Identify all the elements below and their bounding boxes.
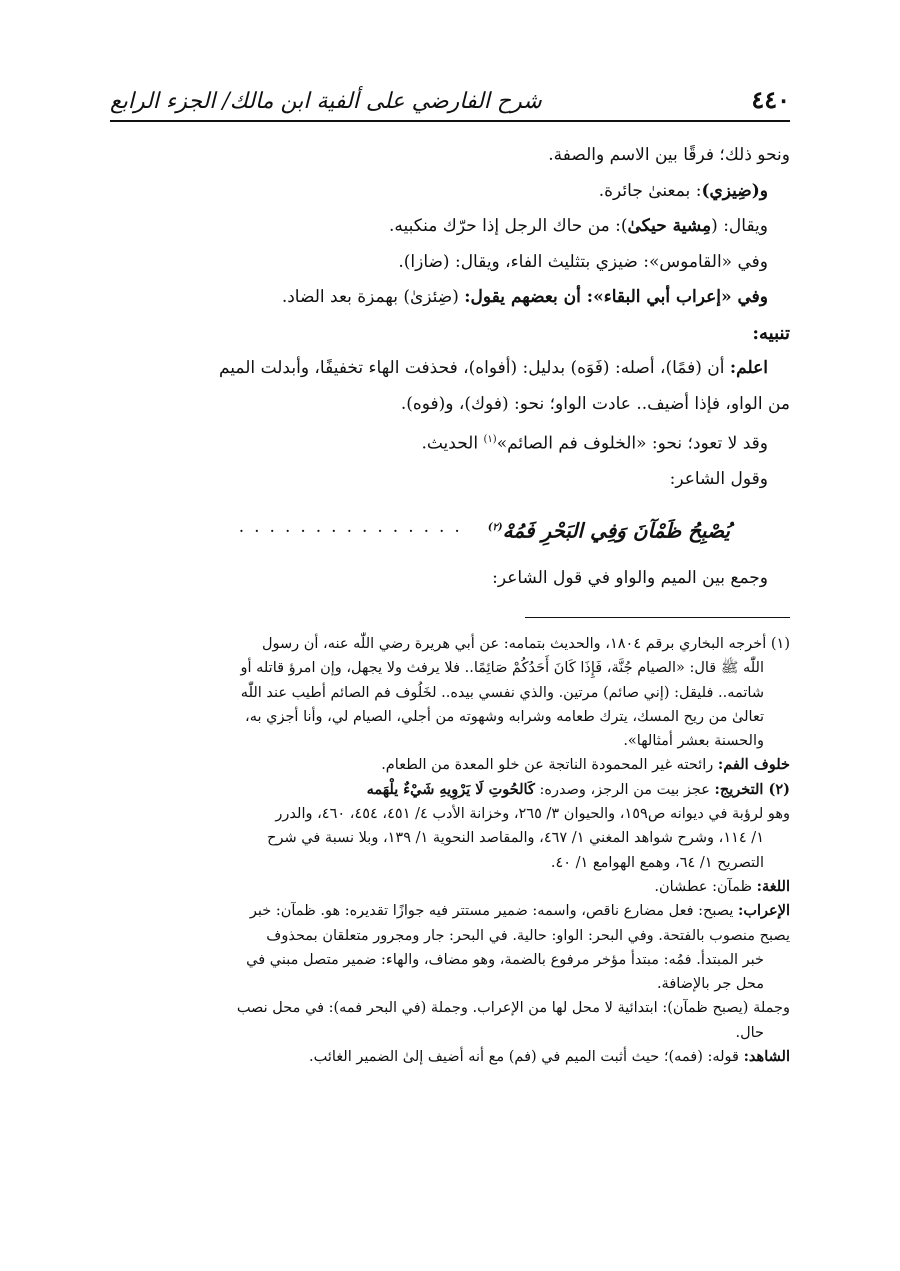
footnote-line: شاتمه.. فليقل: (إني صائم) مرتين. والذي نفسي بيده.. لخَلُوف فم الصائم أطيب عند اللّٰه (240, 684, 764, 701)
paragraph: ونحو ذلك؛ فرقًا بين الاسم والصفة. (548, 145, 790, 165)
footnote-line: حال. (735, 1024, 764, 1041)
paragraph: ويقال: (مِشية حيكىٰ): من حاك الرجل إذا حرّك منكبيه. (389, 216, 768, 236)
footnote-line: خلوف الفم: رائحته غير المحمودة الناتجة عن خلو المعدة من الطعام. (381, 756, 790, 774)
footnote-separator (525, 617, 790, 618)
verse-dots: ............... (238, 516, 470, 537)
running-title: شرح الفارضي على ألفية ابن مالك/ الجزء الرابع (110, 89, 542, 114)
footnote-line: يصبح منصوب بالفتحة. وفي البحر: الواو: حالية. في البحر: جار ومجرور متعلقان بمحذوف (266, 927, 790, 944)
paragraph: وجمع بين الميم والواو في قول الشاعر: (492, 567, 768, 588)
footnote-line: اللّٰه ﷺ قال: «الصيام جُنَّة، فَإِذَا كَانَ أَحَدُكُمْ صَائِمًا.. فلا يرفث ولا يجهل، وإن امرؤ قاتله أو (240, 660, 764, 677)
footnote-ref: (١) (483, 434, 497, 445)
footnote-line: وهو لرؤبة في ديوانه ص١٥٩، والحيوان ٣/ ٢٦٥، وخزانة الأدب ٤/ ٤٥١، ٤٥٤، ٤٦٠، والدرر (275, 806, 790, 823)
footnote-line: التصريح ١/ ٦٤، وهمع الهوامع ١/ ٤٠. (550, 854, 764, 871)
footnote-line: الشاهد: قوله: (فمه)؛ حيث أثبت الميم في (فم) مع أنه أضيف إلىٰ الضمير الغائب. (309, 1048, 790, 1066)
section-heading: تنبيه: (752, 322, 790, 344)
footnote-line: والحسنة بعشر أمثالها». (623, 733, 764, 750)
paragraph: وقول الشاعر: (669, 469, 768, 490)
main-text (110, 138, 790, 596)
paragraph: اعلم: أن (فمًا)، أصله: (فَوَه) بدليل: (أفواه)، فحذفت الهاء تخفيفًا، وأبدلت الميم (218, 358, 768, 378)
footnote-line: محل جر بالإضافة. (656, 976, 764, 993)
footnote-line: الإعراب: يصبح: فعل مضارع ناقص، واسمه: ضمير مستتر فيه جوازًا تقديره: هو. ظمآن: خبر (249, 902, 790, 920)
footnotes (110, 632, 790, 1069)
paragraph: من الواو، فإذا أضيف.. عادت الواو؛ نحو: (فوك)، و(فوه). (400, 393, 790, 414)
footnote-line: (١) أخرجه البخاري برقم ١٨٠٤، والحديث بتمامه: عن أبي هريرة رضي اللّٰه عنه، أن رسول (261, 636, 790, 652)
page-number: ٤٤٠ (751, 85, 790, 114)
footnote-line: تعالىٰ من ريح المسك، يترك طعامه وشرابه وشهوته من أجلي، الصيام لي، وأنا أجزي به، (245, 708, 764, 725)
footnote-ref: (٢) (487, 521, 503, 533)
paragraph: وفي «إعراب أبي البقاء»: أن بعضهم يقول: (ضِئزىٰ) بهمزة بعد الضاد. (281, 287, 768, 307)
paragraph: و(ضِيزي): بمعنىٰ جائرة. (598, 180, 768, 201)
paragraph: وقد لا تعود؛ نحو: «الخلوف فم الصائم»$^{(١)}$ الحديث. (421, 433, 768, 454)
footnote-line: ١/ ١١٤، وشرح شواهد المغني ١/ ٤٦٧، والمقاصد النحوية ١/ ١٣٩، وبلا نسبة في شرح (267, 830, 764, 847)
paragraph: وفي «القاموس»: ضيزي بتثليث الفاء، ويقال: (ضازا). (398, 251, 768, 272)
footnote-line: خبر المبتدأ. فمُه: مبتدأ مؤخر مرفوع بالضمة، وهو مضاف، والهاء: ضمير متصل مبني في (246, 951, 764, 968)
page-header (110, 70, 790, 122)
footnote-line: (٢) التخريج: عجز بيت من الرجز، وصدره: كَالحُوتِ لَا يَرْوِيهِ شَيْءٌ يلْهَمه (366, 780, 790, 798)
footnote-line: اللغة: ظمآن: عطشان. (654, 877, 790, 895)
poetry-verse (110, 498, 790, 561)
verse-text: يُصْبِحُ ظَمْآنَ وَفِي البَحْرِ فَمُهْ$^{(٢)}$ (487, 518, 730, 543)
footnote-line: وجملة (يصبح ظمآن): ابتدائية لا محل لها من الإعراب. وجملة (في البحر فمه): في محل نصب (236, 1000, 790, 1017)
